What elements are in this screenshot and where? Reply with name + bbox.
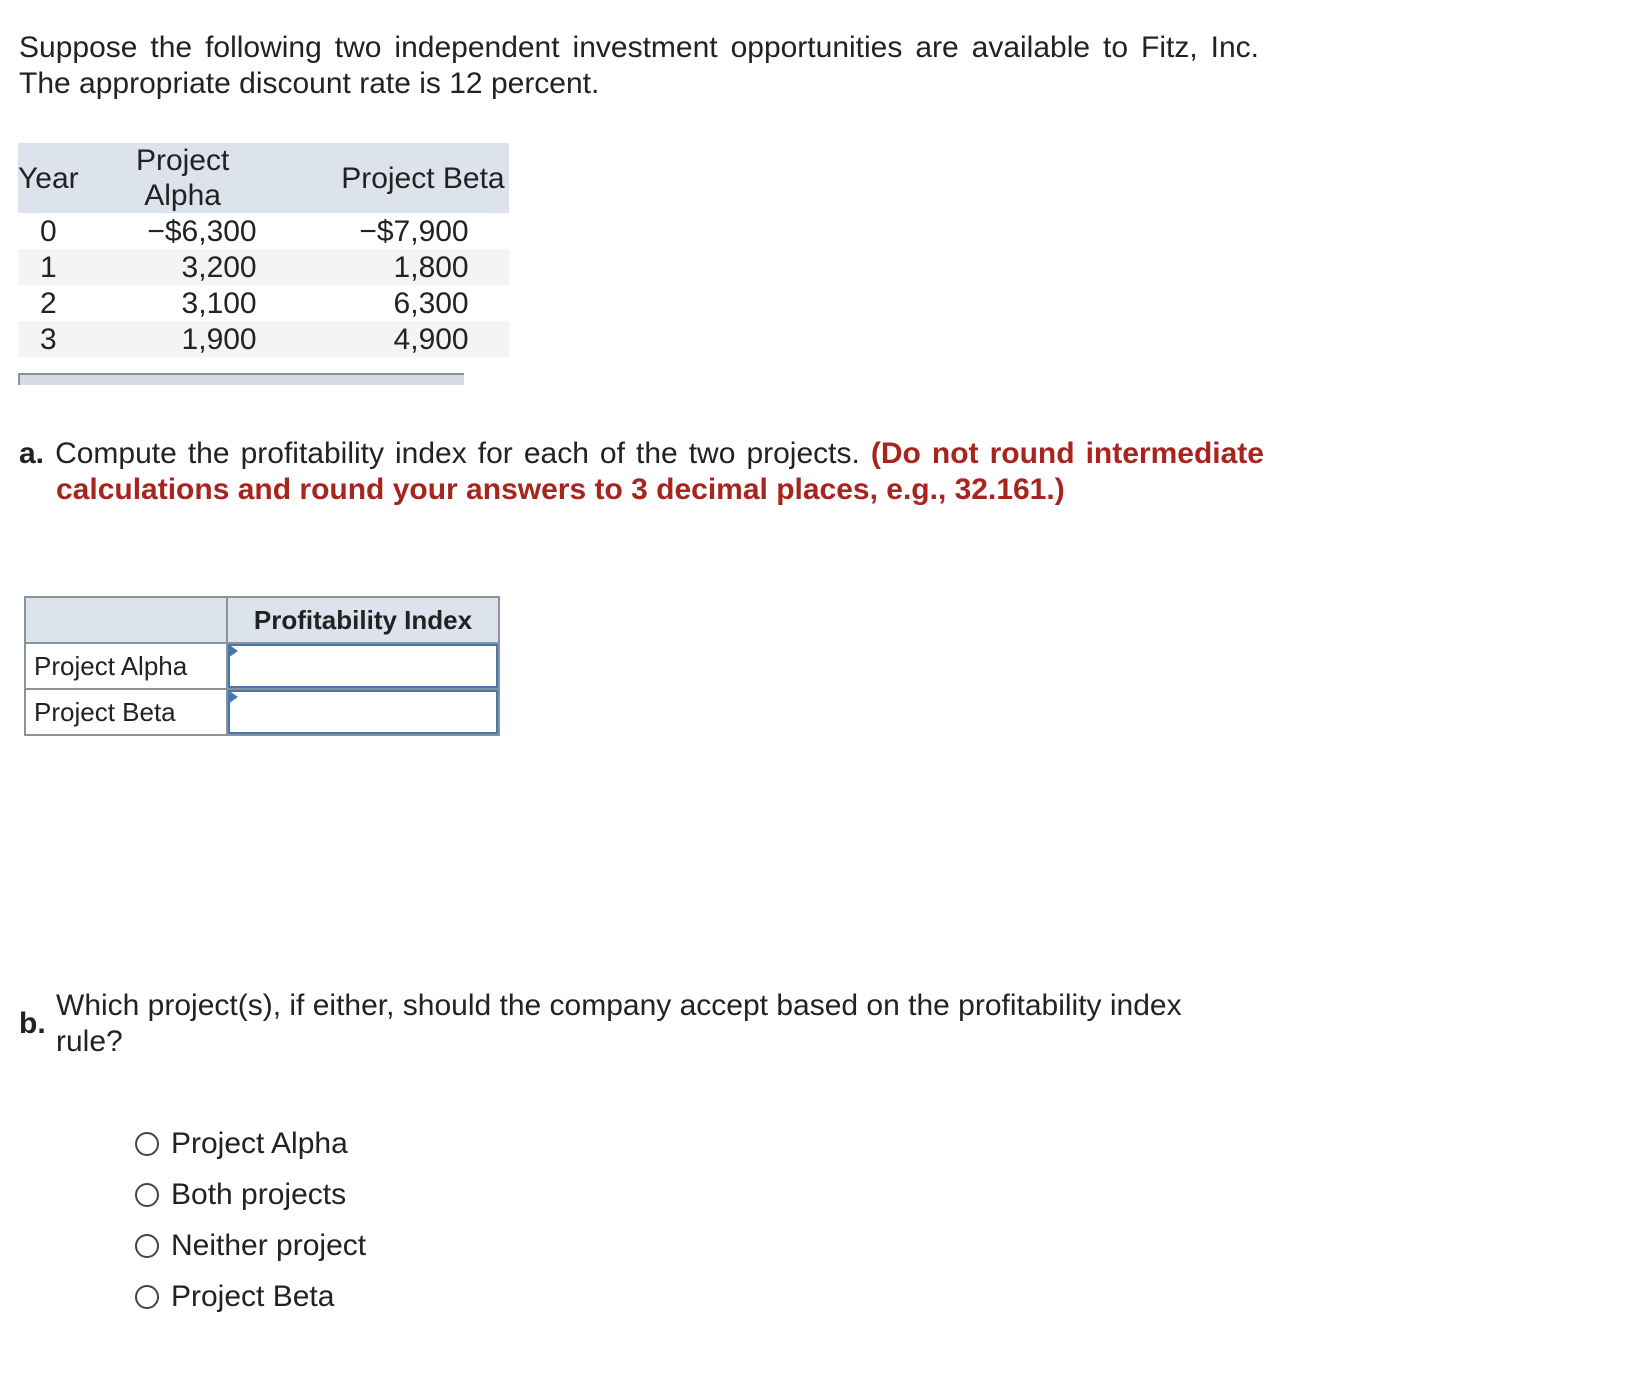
rounding-instruction: (Do not round intermediate calculations and round your answers to 3 decimal places, e.g., 32.161.) (56, 437, 1264, 506)
beta-cash-flow: −$7,900 (359, 214, 469, 248)
option-label: Neither project (171, 1228, 367, 1262)
cash-flow-table (18, 143, 509, 357)
alpha-cash-flow: 1,900 (79, 321, 259, 357)
option-project-beta[interactable] (135, 1271, 366, 1322)
profitability-index-header: Profitability Index (227, 597, 499, 643)
radio-button[interactable] (135, 1285, 159, 1309)
question-a-text: Compute the profitability index for each of the two projects. (55, 437, 860, 470)
alpha-cash-flow: −$6,300 (147, 214, 257, 248)
question-b-letter: b. (19, 1007, 46, 1040)
cash-flow-row (18, 213, 509, 249)
pi-header-row (25, 597, 499, 643)
project-beta-pi-cell (227, 689, 499, 735)
table-footer-bar (18, 373, 464, 385)
beta-cash-flow: 1,800 (259, 249, 509, 285)
radio-button[interactable] (135, 1132, 159, 1156)
question-a (19, 436, 1264, 508)
option-project-alpha[interactable] (135, 1118, 366, 1169)
option-label: Project Alpha (171, 1126, 348, 1160)
project-beta-header: Project Beta (259, 143, 509, 213)
cash-flow-row (18, 285, 509, 321)
cash-flow-row (18, 249, 509, 285)
project-alpha-header: Project Alpha (79, 143, 259, 213)
year-header: Year (18, 143, 79, 213)
option-neither-project[interactable] (135, 1220, 366, 1271)
blank-header-cell (25, 597, 227, 643)
problem-intro: Suppose the following two independent investment opportunities are available to Fitz, Inc. The appropriate discount rate is 12 percent. (19, 31, 1259, 100)
cash-flow-row (18, 321, 509, 357)
option-label: Project Beta (171, 1279, 335, 1313)
radio-button[interactable] (135, 1183, 159, 1207)
project-beta-label: Project Beta (25, 689, 227, 735)
alpha-cash-flow: 3,100 (181, 286, 257, 320)
year-cell: 2 (39, 286, 57, 320)
year-cell: 0 (39, 214, 57, 248)
option-label: Both projects (171, 1177, 347, 1211)
option-both-projects[interactable] (135, 1169, 366, 1220)
project-alpha-label: Project Alpha (25, 643, 227, 689)
answer-options (135, 1118, 366, 1322)
project-alpha-pi-cell (227, 643, 499, 689)
profitability-index-table (24, 596, 500, 736)
year-cell: 1 (18, 249, 79, 285)
pi-row-beta (25, 689, 499, 735)
year-cell: 3 (18, 321, 79, 357)
cash-flow-header-row (18, 143, 509, 213)
radio-button[interactable] (135, 1234, 159, 1258)
question-b-text: Which project(s), if either, should the company accept based on the profitability index rule? (56, 989, 1182, 1058)
beta-cash-flow: 4,900 (259, 321, 509, 357)
question-a-letter: a. (19, 437, 45, 470)
project-beta-pi-input[interactable] (228, 690, 498, 734)
pi-row-alpha (25, 643, 499, 689)
project-alpha-pi-input[interactable] (228, 644, 498, 688)
beta-cash-flow: 6,300 (393, 286, 469, 320)
alpha-cash-flow: 3,200 (79, 249, 259, 285)
